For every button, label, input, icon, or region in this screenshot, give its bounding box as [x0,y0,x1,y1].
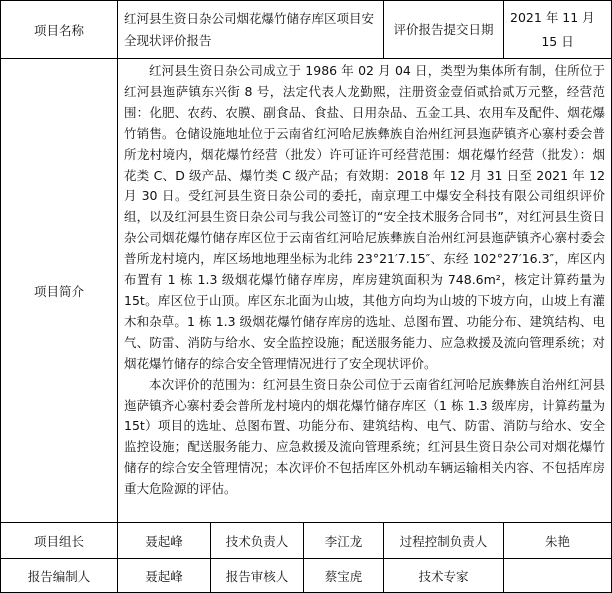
tech-lead-name: 李江龙 [304,523,384,559]
project-name-label: 项目名称 [1,1,118,59]
tech-lead-label: 技术负责人 [211,523,304,559]
intro-label: 项目简介 [1,59,118,523]
report-date-value [504,1,612,59]
intro-row [1,59,612,523]
staff-row [1,559,612,593]
team-row [1,523,612,559]
reviewer-label: 报告审核人 [211,559,304,593]
reviewer-name: 蔡宝虎 [304,559,384,593]
report-date-line2: 15 日 [541,33,574,49]
intro-paragraph-2: 本次评价的范围为：红河县生资日杂公司位于云南省红河哈尼族彝族自治州红河县迤萨镇齐心寨村委会普所龙村境内的烟花爆竹储存库区（1 栋 1.3 级库房，计算药量为 15t）项目的选址、总图布置、功能分布、建筑结构、电气、防雷、消防与给水、安全监控设施；配送服务能力、应急救援及流向管理系统；红河县生资日杂公司对烟花爆竹储存的综合安全管理情况；本次评价不包括库区外机动车辆运输相关内容、不包括库房重大危险源的评估。 [124,376,606,497]
process-control-label: 过程控制负责人 [384,523,504,559]
compiler-label: 报告编制人 [1,559,118,593]
leader-name: 聂起峰 [118,523,211,559]
expert-name [504,559,612,593]
report-date-line1: 2021 年 11 月 [510,9,595,25]
project-name-value: 红河县生资日杂公司烟花爆竹储存库区项目安全现状评价报告 [118,1,384,59]
leader-label: 项目组长 [1,523,118,559]
project-name-row [1,1,612,59]
intro-text [118,59,612,523]
compiler-name: 聂起峰 [118,559,211,593]
report-date-label: 评价报告提交日期 [384,1,504,59]
process-control-name: 朱艳 [504,523,612,559]
intro-paragraph-1: 红河县生资日杂公司成立于 1986 年 02 月 04 日，类型为集体所有制，住所位于红河县迤萨镇东兴街 8 号，法定代表人龙勤熙，注册资金壹佰贰拾贰万元整，经营范围：化肥、农药、农膜、副食品、食盐、日用杂品、五金工具、农用车及配件、烟花爆竹销售。仓储设施地址位于云南省红河哈尼族彝族自治州红河县迤萨镇齐心寨村委会普所龙村境内，烟花爆竹经营（批发）许可证许可经营范围：烟花爆竹经营（批发）：烟花类 C、D 级产品、爆竹类 C 级产品；有效期：2018 年 12 月 31 日至 2021 年 12 月 30 日。受红河县生资日杂公司的委托，南京理工中爆安全科技有限公司组织评价组，以及红河县生资日杂公司与我公司签订的“安全技术服务合同书”，对红河县生资日杂公司烟花爆竹储存库区位于云南省红河哈尼族彝族自治州红河县迤萨镇齐心寨村委会普所龙村境内，库区场地地理坐标为北纬 23°21′7.15″、东经 102°27′16.3″，库区内布置有 1 栋 1.3 级烟花爆竹储存库房，库房建筑面积为 748.6m²，核定计算药量为 15t。库区位于山顶。库区东北面为山坡，其他方向均为山坡的下坡方向，山坡上有灌木和杂草。1 栋 1.3 级烟花爆竹储存库房的选址、总图布置、功能分布、建筑结构、电气、防雷、消防与给水、安全监控设施；配送服务能力、应急救援及流向管理系统；对烟花爆竹储存的综合安全管理情况进行了安全现状评价。 [124,63,606,371]
expert-label: 技术专家 [384,559,504,593]
